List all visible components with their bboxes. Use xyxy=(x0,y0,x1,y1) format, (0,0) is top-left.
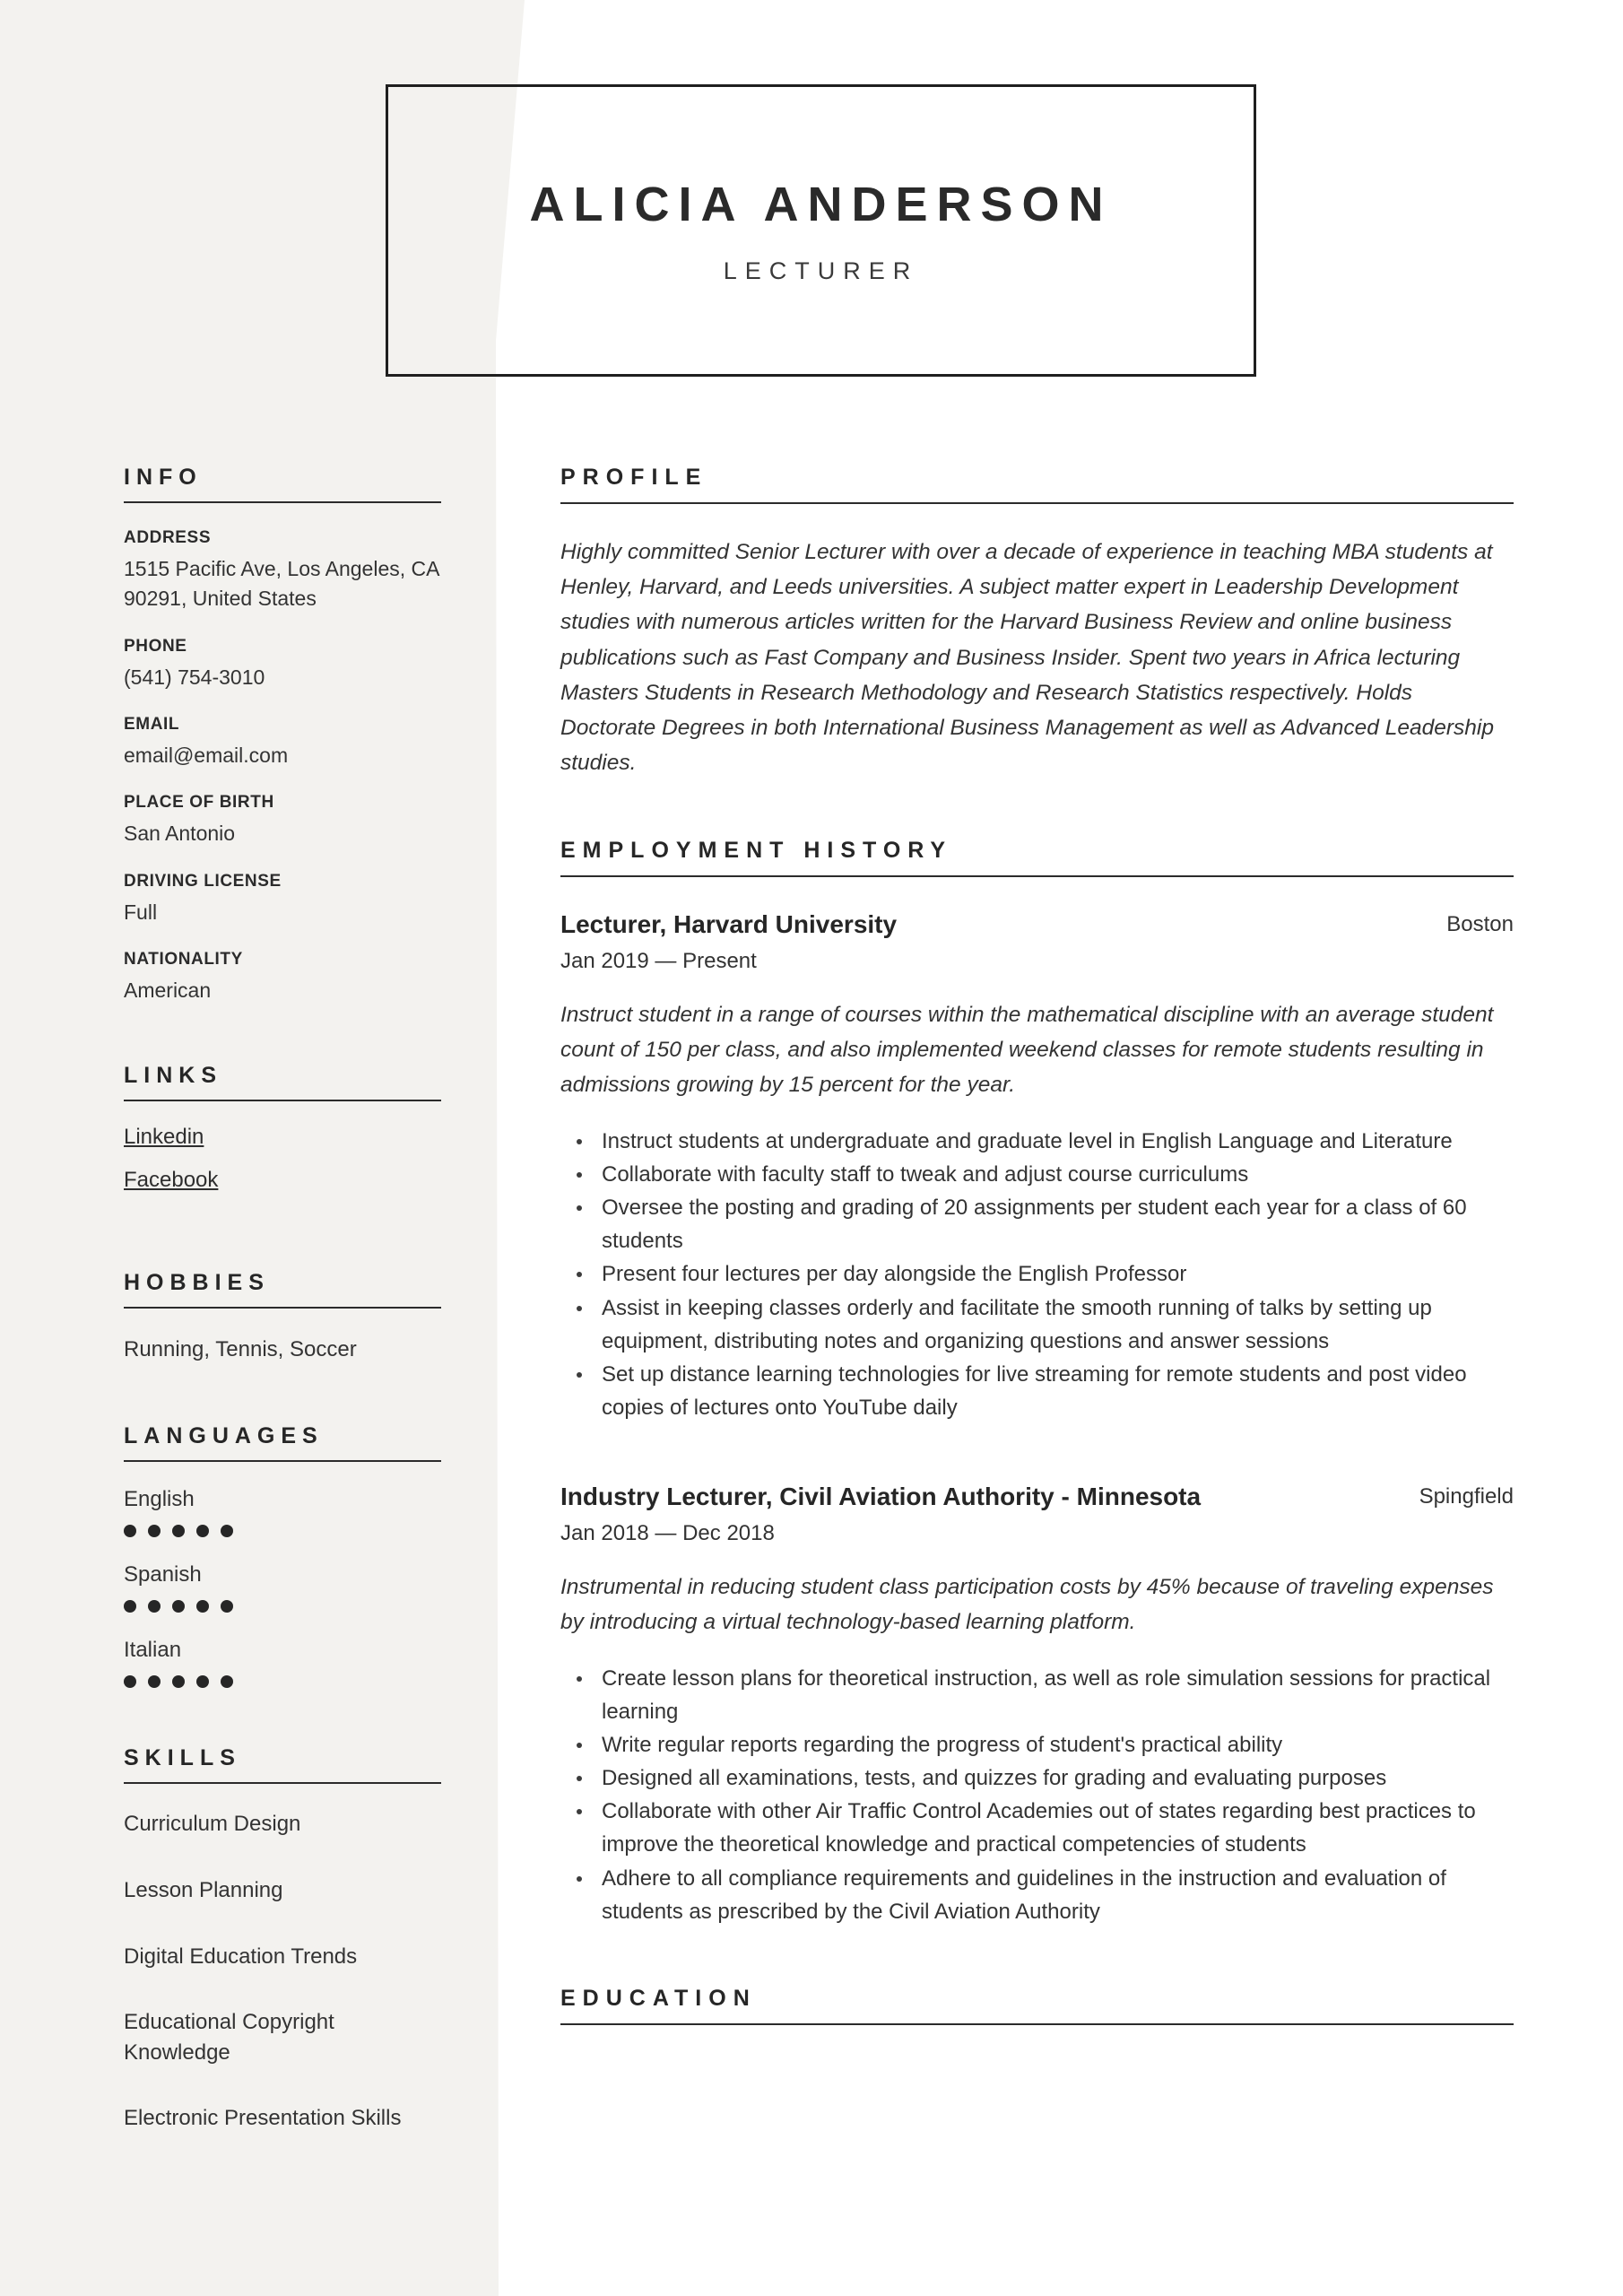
job-header xyxy=(560,908,1514,942)
place-of-birth-label: PLACE OF BIRTH xyxy=(124,793,274,813)
skill-item: Digital Education Trends xyxy=(124,1944,358,1969)
language-name: English xyxy=(124,1487,195,1512)
bullet-item xyxy=(577,1728,1514,1761)
profile-section xyxy=(560,465,1514,780)
bullet-item xyxy=(577,1125,1514,1158)
job-dates: Jan 2019 — Present xyxy=(560,949,757,974)
hobbies-text: Running, Tennis, Soccer xyxy=(124,1337,357,1362)
candidate-name: ALICIA ANDERSON xyxy=(529,177,1113,231)
bullet-dot-icon xyxy=(577,1306,582,1311)
info-item-phone xyxy=(124,637,441,692)
info-item-place-of-birth xyxy=(124,793,441,848)
driving-license-value: Full xyxy=(124,900,158,924)
language-name: Italian xyxy=(124,1638,182,1663)
bullet-dot-icon xyxy=(577,1372,582,1378)
employment-history-heading: EMPLOYMENT HISTORY xyxy=(560,838,1514,877)
level-dot xyxy=(124,1675,136,1688)
language-name: Spanish xyxy=(124,1562,202,1587)
bullet-dot-icon xyxy=(577,1172,582,1178)
nationality-label: NATIONALITY xyxy=(124,950,243,970)
bullet-dot-icon xyxy=(577,1139,582,1144)
bullet-dot-icon xyxy=(577,1205,582,1211)
level-dot xyxy=(172,1675,185,1688)
level-dot xyxy=(196,1675,209,1688)
info-item-nationality xyxy=(124,950,441,1005)
nationality-value: American xyxy=(124,978,212,1003)
bullet-item xyxy=(577,1292,1514,1358)
job-dates: Jan 2018 — Dec 2018 xyxy=(560,1521,775,1546)
phone-value: (541) 754-3010 xyxy=(124,665,265,689)
bullet-text: Oversee the posting and grading of 20 assignments per student each year for a class of 60 students xyxy=(602,1196,1467,1254)
level-dot xyxy=(172,1600,185,1613)
place-of-birth-value: San Antonio xyxy=(124,822,236,846)
job-header xyxy=(560,1480,1514,1514)
skills-section xyxy=(124,1745,441,2134)
level-dot xyxy=(221,1600,233,1613)
info-item-email xyxy=(124,715,441,770)
level-dot xyxy=(148,1675,161,1688)
level-dot xyxy=(148,1600,161,1613)
hobbies-heading: HOBBIES xyxy=(124,1270,441,1309)
level-dot xyxy=(196,1525,209,1537)
education-heading: EDUCATION xyxy=(560,1986,1514,2025)
bullet-text: Write regular reports regarding the progress of student's practical ability xyxy=(602,1732,1283,1757)
email-label: EMAIL xyxy=(124,715,180,735)
bullet-text: Set up distance learning technologies for live streaming for remote students and post video copies of lectures onto YouTube daily xyxy=(602,1361,1467,1421)
header-name-box xyxy=(386,84,1256,377)
level-dot xyxy=(148,1525,161,1537)
level-dot xyxy=(221,1675,233,1688)
bullet-item xyxy=(577,1662,1514,1728)
profile-heading: PROFILE xyxy=(560,465,1514,504)
skill-item: Educational Copyright Knowledge xyxy=(124,2010,334,2065)
language-item-english xyxy=(124,1487,441,1537)
job-location: Boston xyxy=(1446,912,1514,937)
skill-item: Lesson Planning xyxy=(124,1878,283,1902)
skill-item: Curriculum Design xyxy=(124,1812,301,1837)
info-section xyxy=(124,465,441,1005)
bullet-item xyxy=(577,1358,1514,1424)
info-item-address xyxy=(124,528,441,614)
bullet-dot-icon xyxy=(577,1809,582,1814)
job-summary: Instruct student in a range of courses within the mathematical discipline with an average student count of 150 per class, and also implemented weekend classes for remote students resulting in admissions growing by 15 percent for the year. xyxy=(560,1003,1494,1098)
job-bullet-list xyxy=(560,1125,1514,1425)
bullet-item xyxy=(577,1862,1514,1928)
languages-heading: LANGUAGES xyxy=(124,1423,441,1462)
level-dot xyxy=(124,1600,136,1613)
bullet-dot-icon xyxy=(577,1272,582,1277)
sidebar xyxy=(124,465,441,2170)
bullet-item xyxy=(577,1761,1514,1795)
driving-license-label: DRIVING LICENSE xyxy=(124,871,282,891)
bullet-dot-icon xyxy=(577,1876,582,1882)
job-entry-civil-aviation xyxy=(560,1480,1514,1928)
level-dot xyxy=(124,1525,136,1537)
bullet-text: Present four lectures per day alongside the English Professor xyxy=(602,1262,1187,1287)
bullet-item xyxy=(577,1257,1514,1291)
links-section xyxy=(124,1063,441,1213)
language-level-dots xyxy=(124,1600,441,1613)
bullet-dot-icon xyxy=(577,1676,582,1682)
job-summary: Instrumental in reducing student class participation costs by 45% because of traveling expenses by introducing a virtual technology-based learning platform. xyxy=(560,1575,1494,1635)
bullet-text: Instruct students at undergraduate and graduate level in English Language and Literature xyxy=(602,1128,1453,1153)
email-value: email@email.com xyxy=(124,744,289,768)
bullet-item xyxy=(577,1191,1514,1257)
link-row xyxy=(124,1170,441,1213)
links-heading: LINKS xyxy=(124,1063,441,1101)
language-item-spanish xyxy=(124,1562,441,1613)
job-location: Spingfield xyxy=(1419,1484,1514,1509)
bullet-text: Adhere to all compliance requirements and guidelines in the instruction and evaluation of students as prescribed by the Civil Aviation Authority xyxy=(602,1866,1446,1924)
bullet-text: Collaborate with other Air Traffic Control Academies out of states regarding best practices to improve the theoretical knowledge and practical competencies of students xyxy=(602,1799,1476,1857)
languages-section xyxy=(124,1423,441,1688)
address-value: 1515 Pacific Ave, Los Angeles, CA 90291, United States xyxy=(124,557,439,611)
profile-text: Highly committed Senior Lecturer with over a decade of experience in teaching MBA students at Henley, Harvard, and Leeds universities. A subject matter expert in Leadership Development studies with numerous articles written for the Harvard Business Review and online business publications such as Fast Company and Business Insider. Spent two years in Africa lecturing Masters Students in Research Methodology and Research Statistics respectively. Holds Doctorate Degrees in both International Business Management as well as Advanced Leadership studies. xyxy=(560,540,1494,776)
bullet-text: Collaborate with faculty staff to tweak and adjust course curriculums xyxy=(602,1161,1249,1187)
job-title: Industry Lecturer, Civil Aviation Authority - Minnesota xyxy=(560,1483,1202,1511)
language-level-dots xyxy=(124,1525,441,1537)
bullet-text: Create lesson plans for theoretical instruction, as well as role simulation sessions for practical learning xyxy=(602,1665,1491,1724)
job-bullet-list xyxy=(560,1662,1514,1929)
hobbies-section xyxy=(124,1270,441,1366)
facebook-link[interactable]: Facebook xyxy=(124,1168,219,1193)
language-level-dots xyxy=(124,1675,441,1688)
info-heading: INFO xyxy=(124,465,441,503)
employment-history-section xyxy=(560,838,1514,1928)
bullet-item xyxy=(577,1795,1514,1861)
level-dot xyxy=(172,1525,185,1537)
phone-label: PHONE xyxy=(124,636,187,656)
bullet-dot-icon xyxy=(577,1776,582,1781)
job-title: Lecturer, Harvard University xyxy=(560,910,898,939)
education-section xyxy=(560,1986,1514,2025)
info-item-driving-license xyxy=(124,872,441,927)
job-entry-harvard xyxy=(560,908,1514,1424)
bullet-item xyxy=(577,1158,1514,1191)
skills-heading: SKILLS xyxy=(124,1745,441,1784)
bullet-text: Designed all examinations, tests, and quizzes for grading and evaluating purposes xyxy=(602,1766,1387,1791)
skill-item: Electronic Presentation Skills xyxy=(124,2106,402,2131)
bullet-text: Assist in keeping classes orderly and facilitate the smooth running of talks by setting up equipment, distributing notes and organizing questions and answer sessions xyxy=(602,1295,1432,1353)
bullet-dot-icon xyxy=(577,1743,582,1748)
main-content xyxy=(560,465,1514,2056)
language-item-italian xyxy=(124,1638,441,1688)
level-dot xyxy=(221,1525,233,1537)
link-row xyxy=(124,1126,441,1170)
linkedin-link[interactable]: Linkedin xyxy=(124,1125,204,1150)
candidate-job-title: LECTURER xyxy=(723,257,919,284)
address-label: ADDRESS xyxy=(124,528,212,547)
level-dot xyxy=(196,1600,209,1613)
